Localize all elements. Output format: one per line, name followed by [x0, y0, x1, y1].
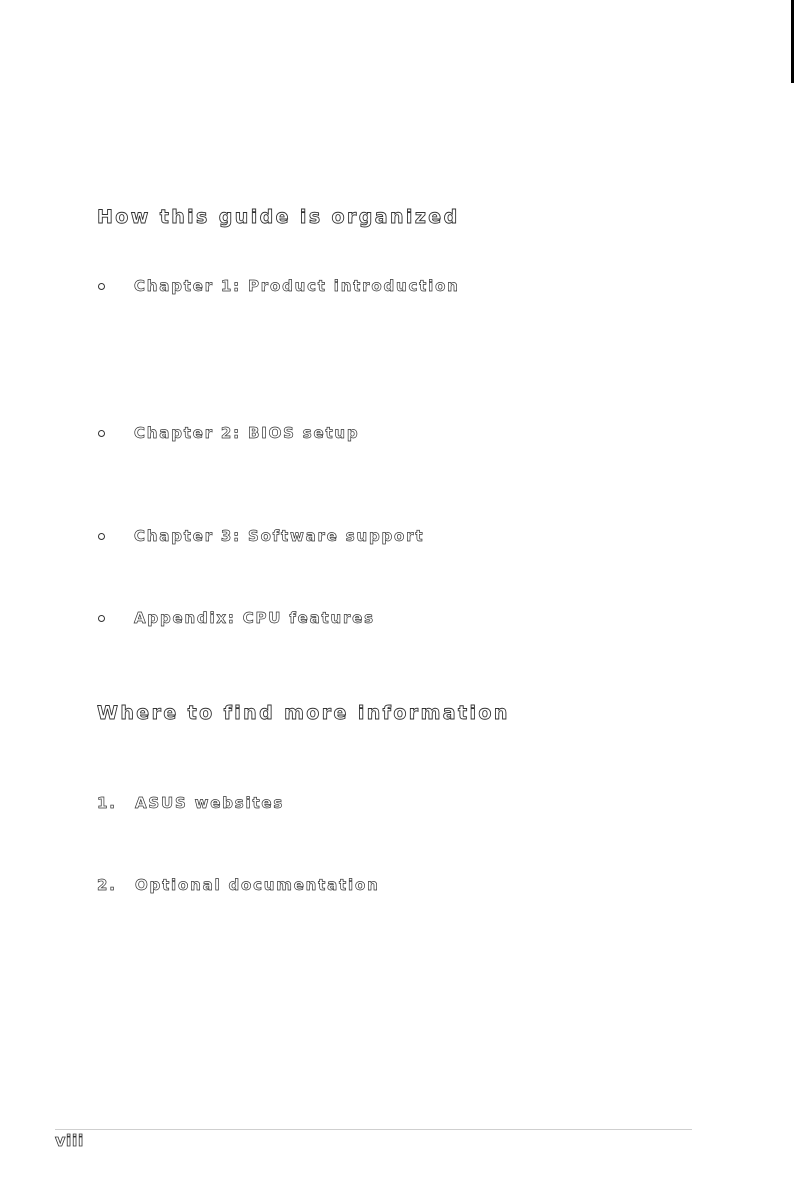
list-item-chapter-1: [97, 275, 460, 297]
list-item-appendix: [97, 607, 375, 629]
list-item-chapter-2: [97, 422, 359, 444]
item-number: 1.: [97, 794, 117, 812]
list-item-optional-documentation: [97, 874, 380, 896]
list-item-asus-websites: [97, 792, 284, 814]
page-number: viii: [55, 1131, 84, 1150]
item-label: Optional documentation: [135, 876, 380, 894]
item-label: Chapter 2: BIOS setup: [134, 424, 360, 442]
item-label: Appendix: CPU features: [134, 609, 375, 627]
circle-bullet-icon: [98, 533, 105, 540]
circle-bullet-icon: [98, 430, 105, 437]
footer-divider: [55, 1129, 692, 1130]
heading-how-this-guide-is-organized: How this guide is organized: [97, 206, 460, 228]
circle-bullet-icon: [98, 283, 105, 290]
list-item-chapter-3: [97, 525, 424, 547]
circle-bullet-icon: [98, 615, 105, 622]
item-label: Chapter 3: Software support: [134, 527, 425, 545]
item-label: ASUS websites: [135, 794, 285, 812]
item-label: Chapter 1: Product introduction: [134, 277, 460, 295]
heading-where-to-find-more-information: Where to find more information: [97, 702, 510, 724]
item-number: 2.: [97, 876, 117, 894]
